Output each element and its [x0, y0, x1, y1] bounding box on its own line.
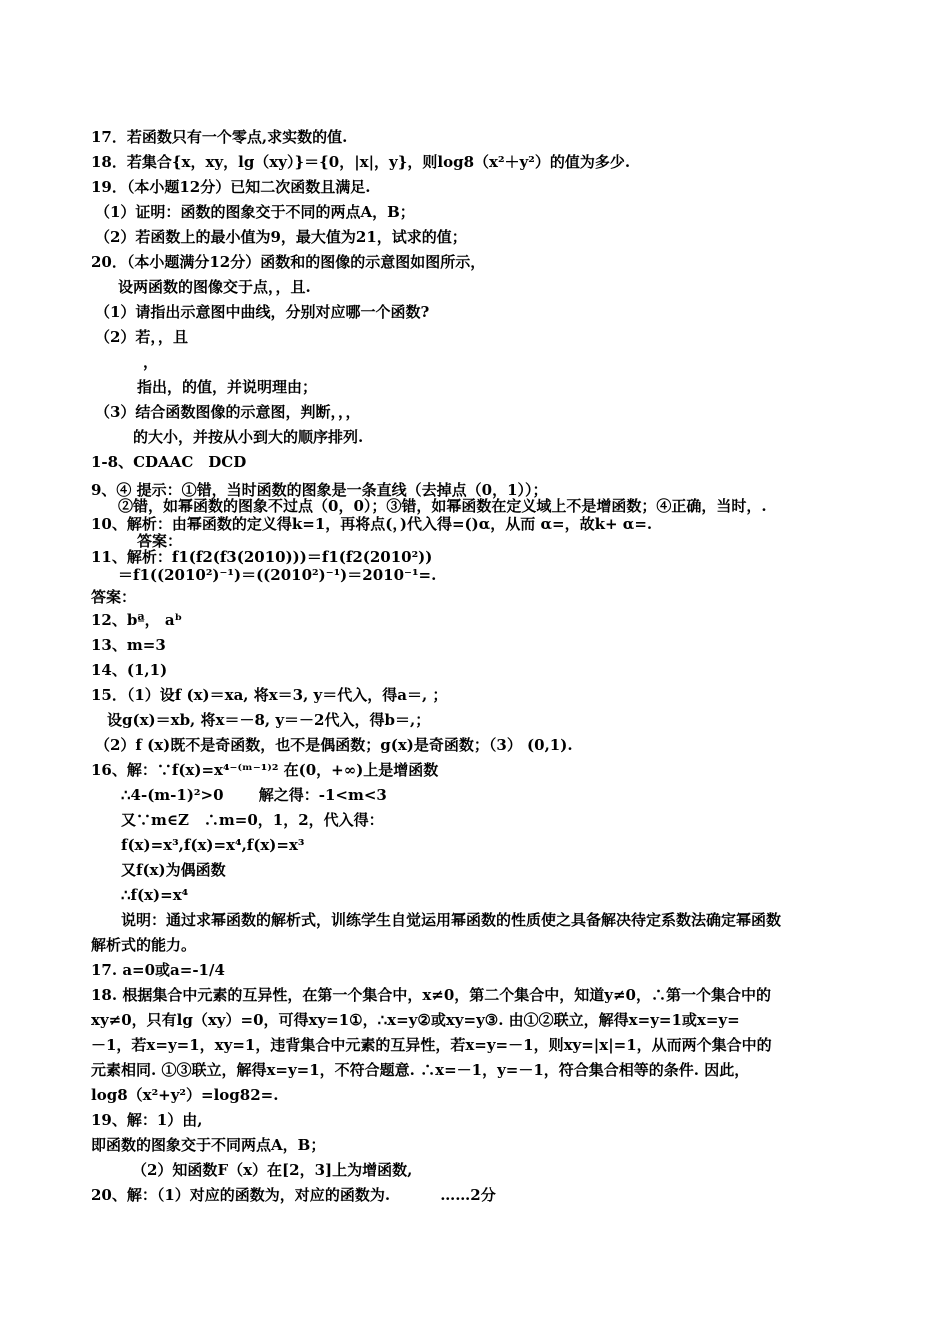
answer-18-cont-1: xy≠0，只有lg（xy）=0，可得xy=1①，∴x=y②或xy=y③. 由①②联立，解得x=y=1或x=y= [91, 1011, 740, 1029]
answer-11: 11、解析：f1(f2(f3(2010)))＝f1(f2(2010²)) [91, 548, 433, 566]
answer-16-step-5: ∴f(x)=x⁴ [121, 886, 189, 904]
answer-16-note-cont: 解析式的能力。 [91, 936, 197, 954]
problem-20-part-2-cont: ， [143, 353, 159, 371]
answer-16-step-2: 又∵m∈Z ∴m=0，1，2，代入得： [121, 811, 384, 829]
answer-14: 14、(1,1) [91, 661, 168, 679]
problem-18: 18．若集合{x，xy，lg（xy）}＝{0，|x|，y}，则log8（x²＋y²）的值为多少. [91, 153, 631, 171]
answer-11-cont: ＝f1((2010²)⁻¹)＝((2010²)⁻¹)＝2010⁻¹=. [118, 566, 437, 584]
answer-18-cont-3: 元素相同. ①③联立，解得x=y=1，不符合题意. ∴x=－1，y=－1，符合集合相等的条件. 因此， [91, 1061, 750, 1079]
answer-15-part-2: （2）f (x)既不是奇函数，也不是偶函数；g(x)是奇函数；（3） (0,1). [95, 736, 573, 754]
answer-9-cont: ②错，如幂函数的图象不过点（0，0）；③错，如幂函数在定义域上不是增函数；④正确，当时，. [118, 497, 767, 515]
problem-20-part-3: （3）结合函数图像的示意图，判断，，， [95, 403, 361, 421]
problem-20-part-2: （2）若，，且 [95, 328, 188, 346]
answer-16-step-4: 又f(x)为偶函数 [121, 861, 226, 879]
answer-16-note: 说明：通过求幂函数的解析式，训练学生自觉运用幂函数的性质使之具备解决待定系数法确定幂函数 [121, 911, 782, 929]
answer-16-step-3: f(x)=x³,f(x)=x⁴,f(x)=x³ [121, 836, 305, 854]
problem-20-setup: 设两函数的图像交于点，，且. [118, 278, 311, 296]
answer-9: 9、④ 提示：①错，当时函数的图象是一条直线（去掉点（0，1））； [91, 481, 548, 499]
answer-15: 15．（1）设f (x)＝xa, 将x＝3, y＝代入，得a＝, ； [91, 686, 448, 704]
problem-19-part-2: （2）若函数上的最小值为9，最大值为21，试求的值； [95, 228, 467, 246]
answer-12: 12、bª， aᵇ [91, 611, 183, 629]
problem-19-part-1: （1）证明：函数的图象交于不同的两点A，B； [95, 203, 415, 221]
answer-17: 17. a=0或a=-1/4 [91, 961, 225, 979]
answer-18-cont-2: －1，若x=y=1，xy=1，违背集合中元素的互异性，若x=y=－1，则xy=|x|=1，从而两个集合中的 [91, 1036, 772, 1054]
problem-20-part-2-ask: 指出，的值，并说明理由； [137, 378, 318, 396]
answer-1-8: 1-8、CDAAC DCD [91, 453, 247, 471]
problem-20-part-1: （1）请指出示意图中曲线，分别对应哪一个函数? [95, 303, 430, 321]
answer-15-cont: 设g(x)＝xb, 将x＝－8, y＝－2代入，得b＝,； [107, 711, 431, 729]
answer-18-cont-4: log8（x²+y²）=log82=. [91, 1086, 279, 1104]
answer-19-part-2: （2）知函数F（x）在[2，3]上为增函数, [132, 1161, 413, 1179]
answer-20: 20、解：（1）对应的函数为，对应的函数为. ……2分 [91, 1186, 496, 1204]
answer-16-step-1: ∴4-(m-1)²>0 解之得：-1<m<3 [121, 786, 387, 804]
answer-10: 10、解析：由幂函数的定义得k=1，再将点(，)代入得=()α，从而 α=，故k+ α=. [91, 515, 653, 533]
answer-11-label: 答案： [91, 588, 137, 606]
answer-10-label: 答案： [137, 532, 183, 550]
problem-20-part-3-cont: 的大小，并按从小到大的顺序排列. [133, 428, 364, 446]
answer-13: 13、m=3 [91, 636, 166, 654]
answer-18: 18. 根据集合中元素的互异性，在第一个集合中，x≠0，第二个集合中，知道y≠0，∴第一个集合中的 [91, 986, 771, 1004]
answer-19-cont: 即函数的图象交于不同两点A，B； [91, 1136, 326, 1154]
answer-16: 16、解：∵f(x)=x⁴⁻⁽ᵐ⁻¹⁾² 在(0，+∞)上是增函数 [91, 761, 439, 779]
problem-20: 20．（本小题满分12分）函数和的图像的示意图如图所示， [91, 253, 486, 271]
problem-17: 17．若函数只有一个零点,求实数的值. [91, 128, 348, 146]
answer-19: 19、解：1）由, [91, 1111, 203, 1129]
problem-19: 19．（本小题12分）已知二次函数且满足. [91, 178, 371, 196]
